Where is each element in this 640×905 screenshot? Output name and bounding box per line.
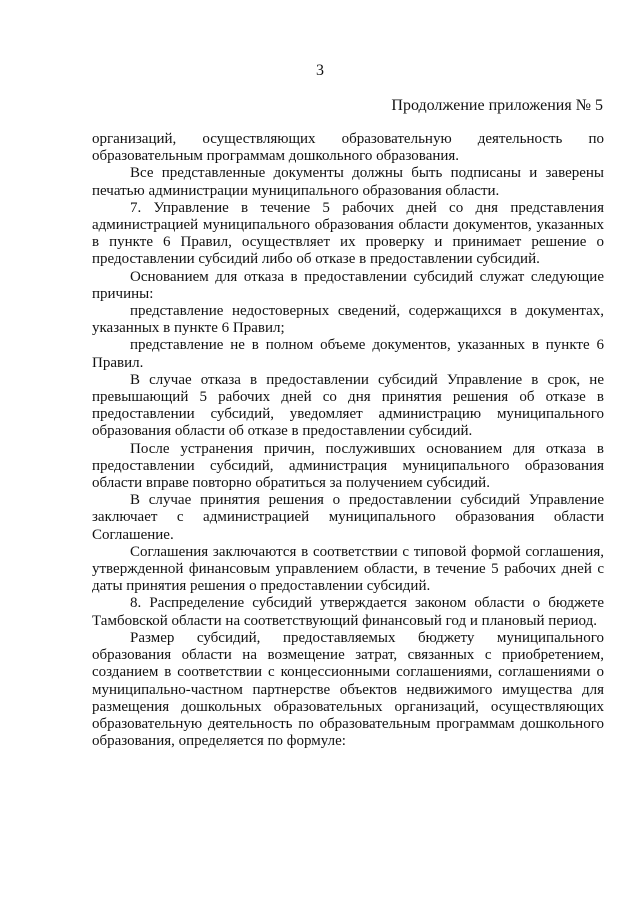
- body-paragraph: представление не в полном объеме документов, указанных в пункте 6 Правил.: [92, 337, 604, 371]
- appendix-continuation-note: Продолжение приложения № 5: [391, 97, 603, 114]
- body-paragraph: После устранения причин, послуживших основанием для отказа в предоставлении субсидий, администрация муниципального образования области вправе повторно обратиться за получением субсидий.: [92, 440, 604, 492]
- body-paragraph: В случае отказа в предоставлении субсидий Управление в срок, не превышающий 5 рабочих дней со дня принятия решения об отказе в предоставлении субсидий, уведомляет администрацию муниципального образования области об отказе в предоставлении субсидий.: [92, 371, 604, 440]
- body-paragraph: организаций, осуществляющих образовательную деятельность по образовательным программам дошкольного образования.: [92, 131, 604, 165]
- body-paragraph: Все представленные документы должны быть подписаны и заверены печатью администрации муниципального образования области.: [92, 165, 604, 199]
- body-paragraph: Основанием для отказа в предоставлении субсидий служат следующие причины:: [92, 268, 604, 302]
- page-number: 3: [316, 62, 324, 79]
- body-paragraph: Размер субсидий, предоставляемых бюджету муниципального образования области на возмещение затрат, связанных с приобретением, созданием в соответствии с концессионными соглашениями, соглашениями о муниципально-частном партнерстве объектов недвижимого имущества для размещения дошкольных образовательных организаций, осуществляющих образовательную деятельность по образовательным программам дошкольного образования, определяется по формуле:: [92, 629, 604, 750]
- body-paragraph: 7. Управление в течение 5 рабочих дней со дня представления администрацией муниципального образования области документов, указанных в пункте 6 Правил, осуществляет их проверку и принимает решение о предоставлении субсидий либо об отказе в предоставлении субсидий.: [92, 199, 604, 268]
- body-paragraph: 8. Распределение субсидий утверждается законом области о бюджете Тамбовской области на соответствующий финансовый год и плановый период.: [92, 595, 604, 629]
- body-paragraph: представление недостоверных сведений, содержащихся в документах, указанных в пункте 6 Правил;: [92, 303, 604, 337]
- body-paragraph: Соглашения заключаются в соответствии с типовой формой соглашения, утвержденной финансовым управлением области, в течение 5 рабочих дней с даты принятия решения о предоставлении субсидий.: [92, 543, 604, 595]
- body-text: [92, 131, 604, 750]
- body-paragraph: В случае принятия решения о предоставлении субсидий Управление заключает с администрацией муниципального образования области Соглашение.: [92, 492, 604, 543]
